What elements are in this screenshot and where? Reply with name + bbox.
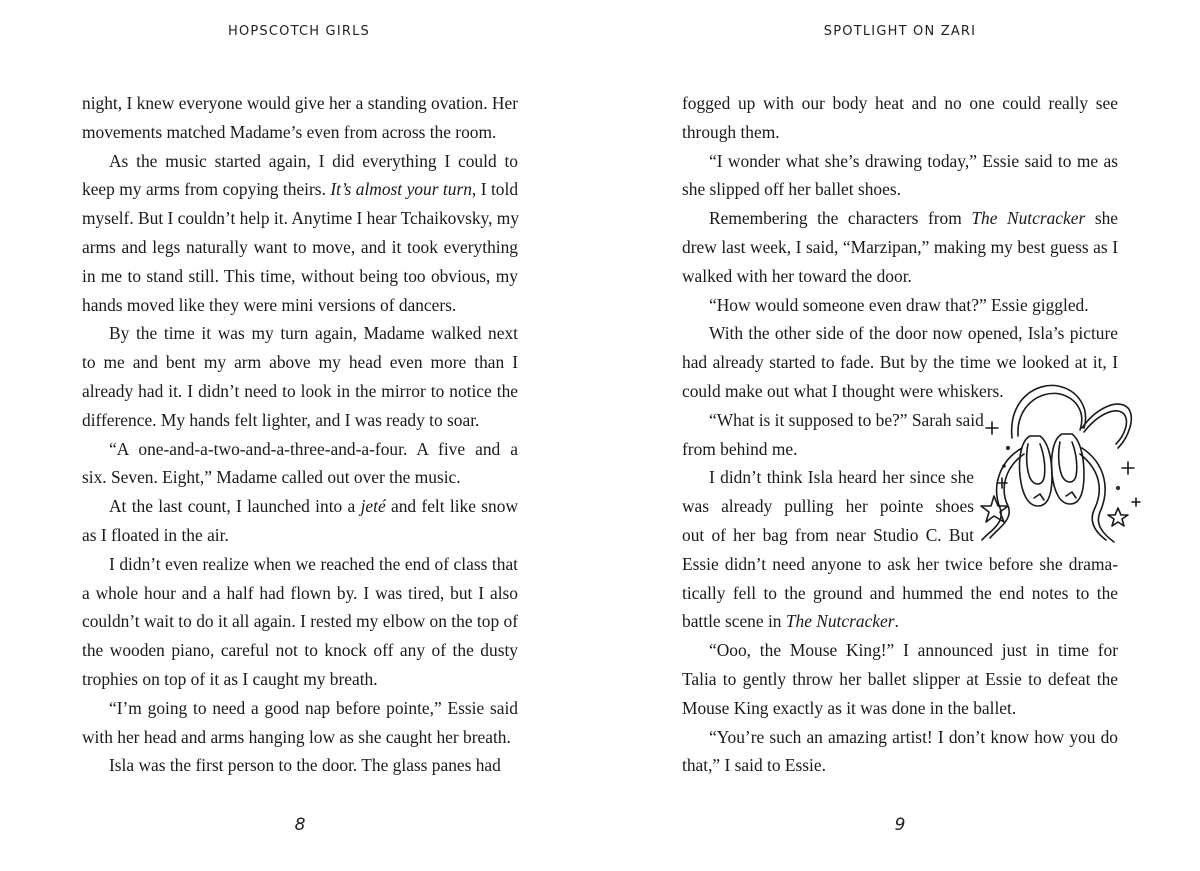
text-line: in me to stand still. This time, without being too obvious, my bbox=[82, 265, 518, 286]
text-span: , I told bbox=[471, 179, 519, 200]
text-line: “I wonder what she’s drawing today,” Essie said to me as bbox=[709, 150, 1118, 171]
text-line: six. Seven. Eight,” Madame called out over the music. bbox=[82, 467, 461, 488]
text-line: “I’m going to need a good nap before pointe,” Essie said bbox=[109, 697, 518, 718]
text-line bbox=[82, 492, 518, 521]
text-line: By the time it was my turn again, Madame walked next bbox=[109, 323, 518, 344]
paragraph bbox=[82, 492, 518, 550]
text-span: . bbox=[894, 611, 899, 632]
italic-span: It’s almost your turn bbox=[330, 179, 472, 200]
text-line: already had it. I didn’t need to look in the mirror to notice the bbox=[82, 380, 518, 401]
text-line: from behind me. bbox=[682, 438, 798, 459]
text-line: drew last week, I said, “Marzipan,” making my best guess as I bbox=[682, 236, 1118, 257]
paragraph bbox=[82, 435, 518, 493]
running-head-right: SPOTLIGHT ON ZARI bbox=[823, 24, 977, 39]
paragraph bbox=[82, 319, 518, 434]
text-line: “Ooo, the Mouse King!” I announced just in time for bbox=[709, 640, 1118, 661]
page-number-right: 9 bbox=[894, 815, 906, 835]
text-line: hands moved like they were mini versions of dancers. bbox=[82, 294, 457, 315]
text-span: keep my arms from copying theirs. bbox=[82, 179, 331, 200]
paragraph bbox=[82, 550, 518, 694]
text-line: fogged up with our body heat and no one could really see bbox=[682, 93, 1118, 113]
text-span: battle scene in bbox=[682, 611, 786, 632]
paragraph bbox=[682, 723, 1118, 781]
text-line: arms and legs naturally want to move, and it took everything bbox=[82, 236, 518, 257]
text-span: At the last count, I launched into a bbox=[109, 496, 361, 517]
left-text-block bbox=[82, 89, 518, 780]
text-line: “You’re such an amazing artist! I don’t know how you do bbox=[709, 726, 1118, 747]
text-line: she slipped off her ballet shoes. bbox=[682, 179, 901, 200]
text-line: movements matched Madame’s even from across the room. bbox=[82, 121, 497, 142]
text-line bbox=[682, 607, 1118, 636]
page-number-left: 8 bbox=[294, 815, 306, 835]
text-line: With the other side of the door now opened, Isla’s picture bbox=[709, 323, 1118, 344]
text-line bbox=[82, 175, 518, 204]
paragraph bbox=[682, 147, 1118, 205]
text-line: difference. My hands felt lighter, and I was ready to soar. bbox=[82, 409, 480, 430]
ballet-pointe-shoes-icon bbox=[978, 378, 1146, 548]
text-line: Isla was the first person to the door. The glass panes had bbox=[109, 755, 501, 776]
text-line: a whole hour and a half had flown by. I was tired, but I also bbox=[82, 582, 518, 603]
text-line: tically fell to the ground and hummed the end notes to the bbox=[682, 582, 1118, 603]
paragraph bbox=[82, 89, 518, 147]
text-line: Mouse King exactly as it was done in the ballet. bbox=[682, 697, 1017, 718]
text-line: to me and bent my arm above my head even more than I bbox=[82, 352, 518, 373]
text-line: As the music started again, I did everything I could to bbox=[109, 150, 518, 171]
text-line: that,” I said to Essie. bbox=[682, 755, 826, 776]
text-line: “What is it supposed to be?” Sarah said bbox=[709, 409, 984, 430]
paragraph bbox=[82, 694, 518, 752]
right-page bbox=[600, 0, 1200, 871]
text-line: couldn’t wait to do it all again. I rested my elbow on the top of bbox=[82, 611, 518, 632]
text-span: Remembering the characters from bbox=[709, 208, 972, 229]
italic-span: jeté bbox=[360, 496, 386, 517]
text-line: walked with her toward the door. bbox=[682, 265, 912, 286]
paragraph bbox=[82, 147, 518, 320]
text-line: with her head and arms hanging low as she caught her breath. bbox=[82, 726, 511, 747]
text-line: as I floated in the air. bbox=[82, 524, 229, 545]
text-line: “A one-and-a-two-and-a-three-and-a-four. A five and a bbox=[109, 438, 518, 459]
text-line: I didn’t even realize when we reached the end of class that bbox=[109, 553, 518, 574]
paragraph bbox=[82, 751, 518, 780]
paragraph bbox=[682, 204, 1118, 290]
text-line: the wooden piano, careful not to knock off any of the dusty bbox=[82, 640, 518, 661]
text-line: night, I knew everyone would give her a standing ovation. Her bbox=[82, 93, 518, 113]
text-line: Talia to gently throw her ballet slipper at Essie to defeat the bbox=[682, 668, 1118, 689]
running-head-left: HOPSCOTCH GIRLS bbox=[227, 24, 370, 39]
text-line: through them. bbox=[682, 121, 780, 142]
text-line: was already pulling her pointe shoes bbox=[682, 496, 974, 517]
text-line: out of her bag from near Studio C. But bbox=[682, 524, 974, 545]
text-line: trophies on top of it as I caught my breath. bbox=[82, 668, 378, 689]
text-span: and felt like snow bbox=[385, 496, 518, 517]
paragraph bbox=[682, 291, 1118, 320]
text-line: “How would someone even draw that?” Essie giggled. bbox=[709, 294, 1089, 315]
text-line: had already started to fade. But by the time we looked at it, I bbox=[682, 352, 1118, 373]
paragraph bbox=[682, 89, 1118, 147]
italic-span: The Nutcracker bbox=[785, 611, 895, 632]
text-line: I didn’t think Isla heard her since she bbox=[709, 467, 974, 488]
text-line: myself. But I couldn’t help it. Anytime I hear Tchaikovsky, my bbox=[82, 208, 520, 229]
text-line: Essie didn’t need anyone to ask her twice before she drama- bbox=[682, 553, 1118, 574]
paragraph bbox=[682, 636, 1118, 722]
text-line: could make out what I thought were whiskers. bbox=[682, 380, 1004, 401]
text-line bbox=[682, 204, 1118, 233]
text-span: she bbox=[1085, 208, 1119, 229]
italic-span: The Nutcracker bbox=[971, 208, 1086, 229]
